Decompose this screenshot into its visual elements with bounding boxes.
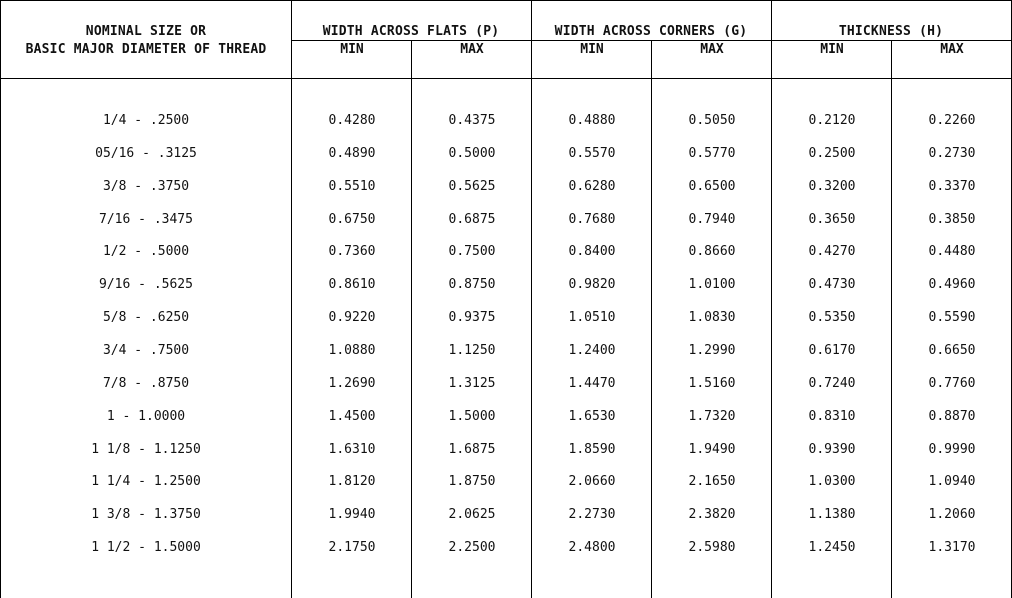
cell-corners-max: 0.8660 <box>688 244 736 259</box>
cell-nominal-size: 1 1/2 - 1.5000 <box>91 540 201 555</box>
cell-nominal-size: 3/8 - .3750 <box>102 179 190 194</box>
header-bottom-rule <box>1 78 1012 79</box>
cell-thickness-max: 1.0940 <box>928 474 976 489</box>
cell-flats-min: 1.6310 <box>328 442 376 457</box>
cell-flats-max: 1.5000 <box>448 409 496 424</box>
cell-corners-max: 1.5160 <box>688 376 736 391</box>
cell-nominal-size: 5/8 - .6250 <box>102 310 190 325</box>
cell-flats-min: 0.6750 <box>328 212 376 227</box>
cell-corners-max: 0.5050 <box>688 113 736 128</box>
cell-corners-min: 0.6280 <box>568 179 616 194</box>
table-row <box>1 472 1012 492</box>
cell-corners-min: 0.5570 <box>568 146 616 161</box>
table-row <box>1 275 1012 295</box>
cell-nominal-size: 1 1/4 - 1.2500 <box>91 474 201 489</box>
cell-flats-min: 1.0880 <box>328 343 376 358</box>
cell-corners-min: 2.4800 <box>568 540 616 555</box>
cell-flats-min: 0.7360 <box>328 244 376 259</box>
table-row <box>1 308 1012 328</box>
header-nominal-line1: NOMINAL SIZE OR <box>85 24 207 39</box>
cell-corners-max: 0.7940 <box>688 212 736 227</box>
cell-corners-max: 2.3820 <box>688 507 736 522</box>
cell-thickness-max: 0.7760 <box>928 376 976 391</box>
cell-corners-min: 1.8590 <box>568 442 616 457</box>
cell-corners-min: 0.8400 <box>568 244 616 259</box>
table-row <box>1 242 1012 262</box>
cell-thickness-min: 0.9390 <box>808 442 856 457</box>
cell-thickness-max: 0.3370 <box>928 179 976 194</box>
cell-thickness-max: 0.4960 <box>928 277 976 292</box>
cell-corners-max: 1.7320 <box>688 409 736 424</box>
cell-thickness-max: 0.4480 <box>928 244 976 259</box>
cell-nominal-size: 9/16 - .5625 <box>99 277 193 292</box>
cell-flats-min: 0.5510 <box>328 179 376 194</box>
cell-nominal-size: 1 3/8 - 1.3750 <box>91 507 201 522</box>
cell-thickness-max: 0.2260 <box>928 113 976 128</box>
cell-thickness-min: 0.5350 <box>808 310 856 325</box>
cell-corners-min: 2.2730 <box>568 507 616 522</box>
cell-flats-max: 0.4375 <box>448 113 496 128</box>
cell-thickness-max: 1.3170 <box>928 540 976 555</box>
cell-thickness-max: 0.2730 <box>928 146 976 161</box>
cell-thickness-min: 0.6170 <box>808 343 856 358</box>
header-thickness-max: MAX <box>940 42 964 57</box>
table-row <box>1 144 1012 164</box>
cell-flats-min: 0.4280 <box>328 113 376 128</box>
header-width-across-flats: WIDTH ACROSS FLATS (P) <box>322 24 500 39</box>
header-width-across-corners: WIDTH ACROSS CORNERS (G) <box>554 24 748 39</box>
cell-corners-max: 1.0100 <box>688 277 736 292</box>
header-flats-max: MAX <box>460 42 484 57</box>
cell-thickness-max: 1.2060 <box>928 507 976 522</box>
cell-nominal-size: 1 - 1.0000 <box>106 409 186 424</box>
cell-flats-min: 2.1750 <box>328 540 376 555</box>
cell-corners-max: 2.5980 <box>688 540 736 555</box>
table-row <box>1 407 1012 427</box>
header-thickness-min: MIN <box>820 42 844 57</box>
cell-thickness-max: 0.8870 <box>928 409 976 424</box>
cell-nominal-size: 1 1/8 - 1.1250 <box>91 442 201 457</box>
cell-thickness-max: 0.6650 <box>928 343 976 358</box>
cell-flats-max: 0.6875 <box>448 212 496 227</box>
cell-thickness-min: 0.8310 <box>808 409 856 424</box>
header-nominal-line2: BASIC MAJOR DIAMETER OF THREAD <box>25 42 267 57</box>
header-corners-max: MAX <box>700 42 724 57</box>
cell-thickness-min: 0.3200 <box>808 179 856 194</box>
cell-nominal-size: 3/4 - .7500 <box>102 343 190 358</box>
cell-flats-min: 0.8610 <box>328 277 376 292</box>
cell-flats-min: 1.2690 <box>328 376 376 391</box>
cell-corners-min: 1.2400 <box>568 343 616 358</box>
header-thickness: THICKNESS (H) <box>838 24 944 39</box>
cell-corners-min: 0.7680 <box>568 212 616 227</box>
cell-flats-min: 1.9940 <box>328 507 376 522</box>
cell-corners-min: 1.0510 <box>568 310 616 325</box>
cell-thickness-min: 0.4270 <box>808 244 856 259</box>
cell-thickness-min: 0.4730 <box>808 277 856 292</box>
cell-flats-min: 0.4890 <box>328 146 376 161</box>
header-corners-min: MIN <box>580 42 604 57</box>
cell-thickness-min: 0.2500 <box>808 146 856 161</box>
cell-corners-max: 1.9490 <box>688 442 736 457</box>
cell-thickness-max: 0.3850 <box>928 212 976 227</box>
cell-flats-max: 1.8750 <box>448 474 496 489</box>
cell-corners-max: 1.2990 <box>688 343 736 358</box>
table-row <box>1 505 1012 525</box>
cell-flats-max: 2.0625 <box>448 507 496 522</box>
cell-thickness-min: 1.1380 <box>808 507 856 522</box>
cell-flats-max: 1.6875 <box>448 442 496 457</box>
cell-nominal-size: 05/16 - .3125 <box>95 146 197 161</box>
cell-thickness-max: 0.9990 <box>928 442 976 457</box>
cell-thickness-min: 0.7240 <box>808 376 856 391</box>
table-row <box>1 341 1012 361</box>
cell-thickness-min: 0.3650 <box>808 212 856 227</box>
cell-nominal-size: 7/16 - .3475 <box>99 212 193 227</box>
header-flats-min: MIN <box>340 42 364 57</box>
cell-nominal-size: 7/8 - .8750 <box>102 376 190 391</box>
cell-flats-max: 0.5000 <box>448 146 496 161</box>
cell-flats-min: 1.8120 <box>328 474 376 489</box>
cell-flats-min: 1.4500 <box>328 409 376 424</box>
cell-corners-min: 2.0660 <box>568 474 616 489</box>
table-row <box>1 538 1012 558</box>
cell-flats-min: 0.9220 <box>328 310 376 325</box>
cell-nominal-size: 1/2 - .5000 <box>102 244 190 259</box>
table-row <box>1 440 1012 460</box>
cell-flats-max: 0.5625 <box>448 179 496 194</box>
cell-thickness-min: 1.0300 <box>808 474 856 489</box>
cell-thickness-max: 0.5590 <box>928 310 976 325</box>
table-row <box>1 374 1012 394</box>
cell-corners-min: 1.6530 <box>568 409 616 424</box>
cell-corners-min: 0.4880 <box>568 113 616 128</box>
cell-flats-max: 1.1250 <box>448 343 496 358</box>
cell-corners-max: 0.6500 <box>688 179 736 194</box>
cell-corners-max: 1.0830 <box>688 310 736 325</box>
cell-flats-max: 2.2500 <box>448 540 496 555</box>
cell-flats-max: 1.3125 <box>448 376 496 391</box>
cell-flats-max: 0.7500 <box>448 244 496 259</box>
cell-nominal-size: 1/4 - .2500 <box>102 113 190 128</box>
cell-corners-max: 2.1650 <box>688 474 736 489</box>
cell-thickness-min: 1.2450 <box>808 540 856 555</box>
cell-flats-max: 0.9375 <box>448 310 496 325</box>
cell-corners-min: 0.9820 <box>568 277 616 292</box>
cell-corners-min: 1.4470 <box>568 376 616 391</box>
table-row <box>1 210 1012 230</box>
table-row <box>1 177 1012 197</box>
cell-flats-max: 0.8750 <box>448 277 496 292</box>
table-row <box>1 111 1012 131</box>
cell-corners-max: 0.5770 <box>688 146 736 161</box>
cell-thickness-min: 0.2120 <box>808 113 856 128</box>
